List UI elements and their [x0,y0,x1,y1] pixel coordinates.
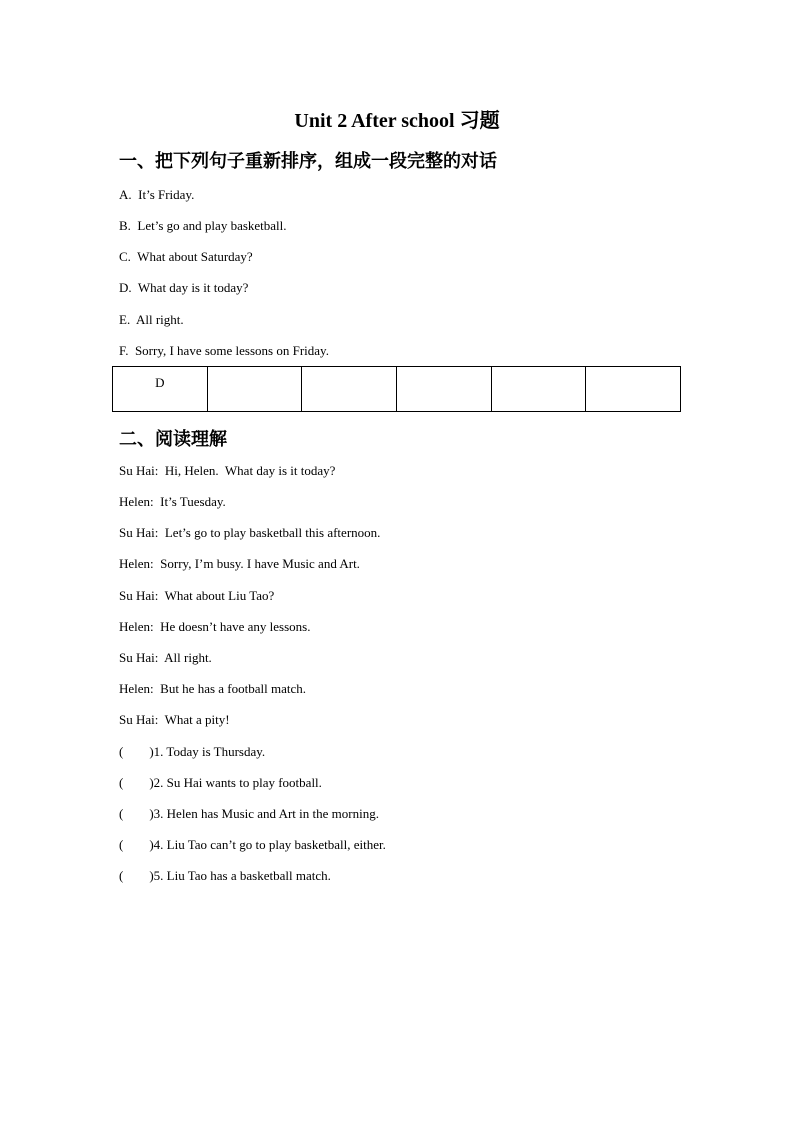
answer-cell-4[interactable] [396,367,491,412]
dialogue-line: Helen: Sorry, I’m busy. I have Music and Art. [119,556,360,571]
answer-row [113,367,681,412]
dialogue-line: Su Hai: What a pity! [119,712,230,727]
sentence-c: C. What about Saturday? [119,249,253,264]
sentence-f: F. Sorry, I have some lessons on Friday. [119,343,329,358]
page-title: Unit 2 After school 习题 [294,110,500,132]
section-1-heading: 一、把下列句子重新排序，组成一段完整的对话 [119,151,497,171]
answer-cell-6[interactable] [586,367,681,412]
dialogue-line: Su Hai: Hi, Helen. What day is it today? [119,463,336,478]
dialogue-line: Su Hai: Let’s go to play basketball this afternoon. [119,525,381,540]
section-2-heading: 二、阅读理解 [119,429,227,449]
answer-cell-2[interactable] [207,367,302,412]
sentence-a: A. It’s Friday. [119,187,195,202]
sentence-e: E. All right. [119,312,184,327]
question-5: ( )5. Liu Tao has a basketball match. [119,868,331,883]
answer-order-table [112,366,681,412]
answer-cell-1[interactable]: D [113,367,208,412]
answer-cell-3[interactable] [302,367,397,412]
question-2: ( )2. Su Hai wants to play football. [119,775,322,790]
sentence-b: B. Let’s go and play basketball. [119,218,287,233]
question-3: ( )3. Helen has Music and Art in the morning. [119,806,379,821]
dialogue-line: Su Hai: What about Liu Tao? [119,588,275,603]
dialogue-line: Helen: It’s Tuesday. [119,494,226,509]
question-1: ( )1. Today is Thursday. [119,744,266,759]
sentence-d: D. What day is it today? [119,280,249,295]
dialogue-line: Su Hai: All right. [119,650,212,665]
dialogue-line: Helen: He doesn’t have any lessons. [119,619,311,634]
answer-cell-5[interactable] [491,367,586,412]
dialogue-line: Helen: But he has a football match. [119,681,307,696]
question-4: ( )4. Liu Tao can’t go to play basketball, either. [119,837,386,852]
